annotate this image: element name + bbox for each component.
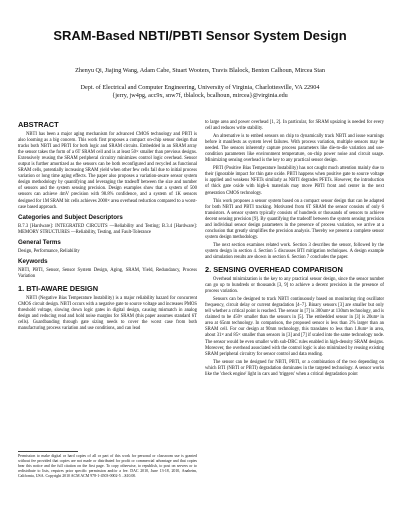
section-2-paragraph-2: Sensors can be designed to track NBTI continuously based on monitoring ring oscillator frequency, circuit delay or current degradation [4–7]. Binary sensors [3] are smaller but only tell whether a critical point is reached. The sensor in [7] is 300um² at 130nm technology, and is claimed to be 450× smaller than the sensors in [5]. The embedded sensor in [3] is 20um² in area at 65nm technology. In comparison, the proposed sensor is less than 2% larger than an SRAM cell. For our design at 90nm technology, this translates to less than 1.8um² in area, about 31× and 85× smaller than sensors in [3] and [7] if scaled into the same technology node. The sensor would be even smaller with sub-DRC rules enabled in high-density SRAM designs. Moreover, the overhead associated with the control logic is also minimized by reusing existing SRAM peripheral circuitry for sensor control and data reading. bbox=[205, 297, 384, 357]
intro-paragraph-2: An alternative is to embed sensors on chip to dynamically track NBTI and issue warnings before it manifests as system level failures. With process variation, multiple sensors may be needed. The sensors inherently capture process parameters like die-to-die variation and use-condition parameters like environment temperature, on-chip power noise and circuit usage. Minimizing sensing overhead is the key to any practical sensor design. bbox=[205, 134, 384, 164]
affiliation-department: Dept. of Electrical and Computer Engineering, University of Virginia, Charlottesville, VA 22904 bbox=[80, 84, 320, 91]
general-terms-text: Design, Performance, Reliability bbox=[18, 248, 80, 254]
abstract-heading: ABSTRACT bbox=[18, 120, 59, 129]
categories-text: B.7.3 [Hardware]: INTEGRATED CIRCUITS —Reliability and Testing; B.3.4 [Hardware]: MEMORY STRUCTURES —Reliability, Testing, and Fault-Tolerance bbox=[18, 223, 197, 235]
footnote-text: Permission to make digital or hard copies of all or part of this work for personal or classroom use is granted without fee provided that copies are not made or distributed for profit or commercial advantage and that copies bear this notice and the full citation on the first page. To copy otherwise, to republish, to post on servers or to redistribute to lists, requires prior specific permission and/or a fee. DAC 2010, June 13-18, 2010, Anaheim, California, USA. Copyright 2010 ACM ACM 978-1-4503-0002-5 ...$10.00. bbox=[18, 454, 197, 478]
abstract-text: NBTI has been a major aging mechanism for advanced CMOS technology and PBTI is also looming as a big concern. This work first proposes a compact on-chip sensor design that tracks both NBTI and PBTI for both logic and SRAM circuits. Embedded in an SRAM array the sensor takes the form of a 6T SRAM cell and is at least 50× smaller than previous designs. Extensively reusing the SRAM peripheral circuitry minimizes control logic overhead. Sensor output is further amortized as the sensors can be both reconfigured and recycled as functional SRAM cells, potentially increasing SRAM yield when other few cells fail due to initial process variation or long time aging effects. The paper also proposes a variation-aware sensor system design methodology by quantifying and leveraging the tradeoff between the size and number of sensors and the system sensing precision. Design examples show that a system of 500 sensors can achieve 4mV precision with 98.8% confidence, and a system of 1K sensors designed for 1M SRAM bit cells achieves 2000× area overhead reduction compared to a worst-case based approach. bbox=[18, 132, 197, 210]
intro-paragraph-5: The next section examines related work. Section 3 describes the sensor, followed by the system design in section 4. Section 5 discusses BTI mitigation techniques. A design example and simulation results are shown in section 6. Section 7 concludes the paper. bbox=[205, 242, 384, 260]
footnote-rule bbox=[18, 451, 78, 452]
categories-heading: Categories and Subject Descriptors bbox=[18, 213, 123, 221]
paper-title: SRAM-Based NBTI/PBTI Sensor System Design bbox=[53, 28, 347, 43]
author-list: Zhenyu Qi, Jiajing Wang, Adam Cabe, Stuart Wooters, Travis Blalock, Benton Calhoun, Mircea Stan bbox=[75, 67, 325, 74]
section-1-text: NBTI (Negative Bias Temperature Instability) is a major reliability hazard for concurrent CMOS circuit design. NBTI occurs with a negative gate to source voltage and increases PMOS threshold voltage, slowing down logic gates in digital design, causing mismatch in analog design and reducing read and hold noise margins for SRAM (this paper assumes standard 6T cells). Guardbanding through gate sizing needs to cover the worst case from both manufacturing process variation and use conditions, and can lead bbox=[18, 295, 197, 332]
section-2-heading: 2. SENSING OVERHEAD COMPARISON bbox=[205, 265, 343, 275]
section-2-paragraph-3: The sensor can be designed for NBTI, PBTI, or a combination of the two depending on which BTI (NBTI or PBTI) degradation dominates in the targeted technology. A sensor works like the 'check engine' light in cars and 'triggers' when a critical degradation point bbox=[205, 359, 384, 377]
general-terms-heading: General Terms bbox=[18, 238, 61, 246]
affiliation-emails: {jerry, jw4pg, acc9x, snw7f, tblalock, bcalhoun, mircea}@virginia.edu bbox=[112, 91, 288, 99]
section-2-paragraph-1: Overhead minimization is the key to any practical sensor design, since the sensor number can go up to hundreds or thousands [3, 9] to achieve a decent precision in the presence of process variation. bbox=[205, 277, 384, 295]
affiliation bbox=[20, 84, 380, 99]
right-column bbox=[205, 120, 384, 380]
copyright-footnote bbox=[18, 451, 197, 479]
intro-paragraph-1: to large area and power overhead [1, 2]. In particular, for SRAM upsizing is needed for every cell and reduces write stability. bbox=[205, 120, 384, 132]
intro-paragraph-3: PBTI (Positive Bias Temperature Instability) has not caught much attention mainly due to their (ignorable impact for thin gate oxide. PBTI happens when positive gate to source voltage is applied and weakens NFETs similarly as NBTI degrades PFETs. However, the introduction of thick gate oxide with high-k materials may move PBTI front and center in the next generation CMOS technology. bbox=[205, 166, 384, 196]
section-1-heading: 1. BTI-AWARE DESIGN bbox=[18, 283, 99, 293]
intro-paragraph-4: This work proposes a sensor system based on a compact sensor design that can be adapted for both NBTI and PBTI tracking. Motivated from 6T SRAM the sensor consists of only 6 transistors. A sensor system typically consists of hundreds or thousands of sensors to achieve decent sensing precision [9]. By quantifying the tradeoff between the system sensing precision and individual sensor design parameters in the presence of process variation, we arrive at a conclusion that greatly simplifies the precision analysis. Thereby we present a complete sensor system design methodology. bbox=[205, 198, 384, 240]
keywords-text: NBTI, PBTI, Sensor, Sensor System Design, Aging, SRAM, Yield, Redundancy, Process Variation bbox=[18, 267, 197, 279]
keywords-heading: Keywords bbox=[18, 257, 48, 265]
left-column bbox=[18, 120, 197, 334]
